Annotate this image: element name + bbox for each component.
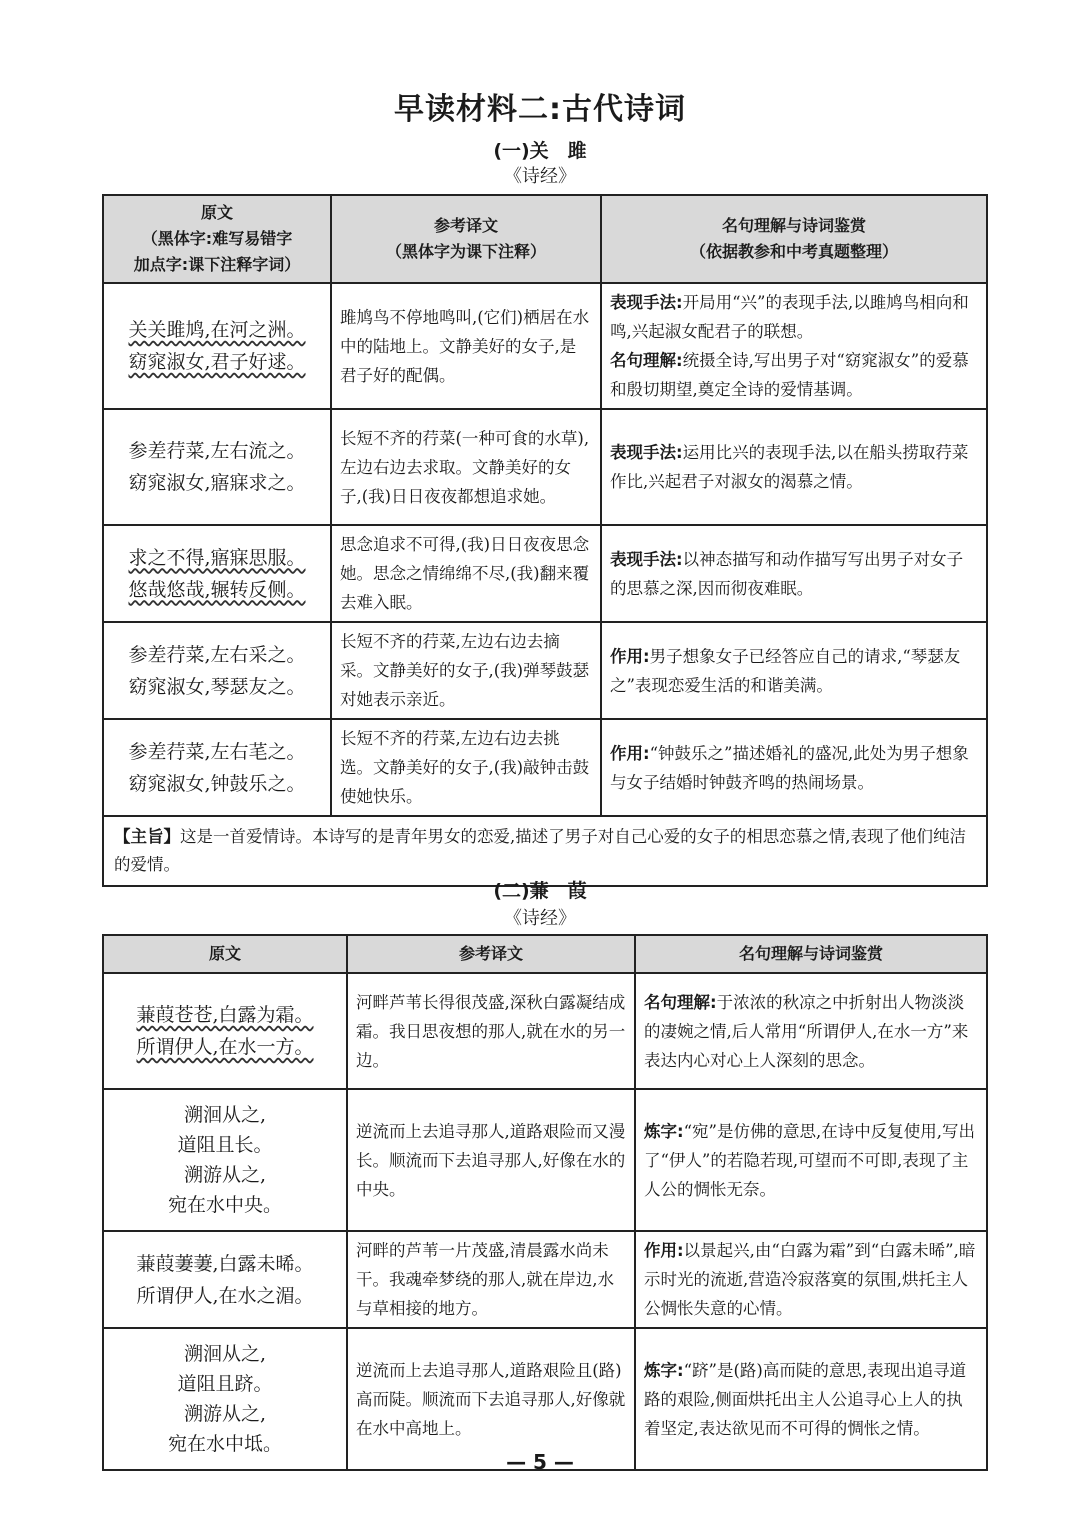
appreciation-item [644,1236,978,1323]
original-cell [103,1089,347,1231]
table-row [103,283,987,409]
appreciation-cell [635,1089,987,1231]
header-note: （黑体字:难写易错字 [141,229,293,248]
table-row [103,1231,987,1328]
header-appreciation [601,195,987,283]
appreciation-label: 作用: [610,743,650,763]
appreciation-text: 开局用“兴”的表现手法,以雎鸠鸟相向和鸣,兴起淑女配君子的联想。 [610,293,969,341]
translation-cell: 长短不齐的荇菜,左边右边去摘采。文静美好的女子,(我)弹琴鼓瑟对她表示亲近。 [331,622,601,719]
header-appreciation: 名句理解与诗词鉴赏 [635,935,987,973]
poem-line: 悠哉悠哉,辗转反侧。 [128,578,306,601]
appreciation-label: 炼字: [644,1360,684,1380]
original-cell [103,719,331,816]
appreciation-item [610,288,978,346]
appreciation-cell [601,719,987,816]
poem-line: 宛在水中坻。 [167,1433,282,1455]
header-original [103,195,331,283]
table-row [103,409,987,525]
poem-line: 所谓伊人,在水之湄。 [136,1284,314,1307]
poem-line: 窈窕淑女,君子好逑。 [128,351,306,373]
poem-line: 参差荇菜,左右芼之。 [128,740,306,763]
appreciation-label: 表现手法: [610,549,683,569]
table-header-row [103,935,987,973]
translation-cell: 长短不齐的荇菜,左边右边去挑选。文静美好的女子,(我)敲钟击鼓使她快乐。 [331,719,601,816]
appreciation-text: 男子想象女子已经答应自己的请求,“琴瑟友之”表现恋爱生活的和谐美满。 [610,646,961,695]
table-row [103,622,987,719]
section2-source: 《诗经》 [504,908,576,929]
poem-line: 参差荇菜,左右流之。 [128,440,306,462]
poem-line: 参差荇菜,左右采之。 [128,643,306,666]
translation-cell: 河畔的芦苇一片茂盛,清晨露水尚未干。我魂牵梦绕的那人,就在岸边,水与草相接的地方。 [347,1231,635,1328]
poem-line: 道阻且长。 [177,1134,273,1156]
appreciation-label: 表现手法: [610,443,683,462]
guanju-table [102,194,988,887]
header-note: （黑体字为课下注释） [385,242,546,261]
appreciation-text: 运用比兴的表现手法,以在船头捞取荇菜作比,兴起君子对淑女的渴慕之情。 [610,443,969,491]
appreciation-text: 于浓浓的秋凉之中折射出人物淡淡的凄婉之情,后人常用“所谓伊人,在水一方”来表达内心对心上人深刻的思念。 [644,992,969,1070]
appreciation-label: 名句理解: [644,992,717,1012]
section1-heading: (一)关 雎 [493,140,587,162]
appreciation-cell [601,283,987,409]
poem-line: 关关雎鸠,在河之洲。 [128,319,306,341]
appreciation-item [644,1356,978,1443]
original-cell [103,622,331,719]
appreciation-text: “钟鼓乐之”描述婚礼的盛况,此处为男子想象与女子结婚时钟鼓齐鸣的热闹场景。 [610,743,969,792]
appreciation-cell [601,622,987,719]
original-cell [103,973,347,1089]
header-note: （依据教参和中考真题整理） [689,242,898,261]
appreciation-item [644,988,978,1075]
header-label: 原文 [200,203,233,222]
poem-line: 求之不得,寤寐思服。 [128,546,306,569]
header-translation [331,195,601,283]
poem-line: 溯游从之, [183,1403,267,1425]
appreciation-text: “宛”是仿佛的意思,在诗中反复使用,写出了“伊人”的若隐若现,可望而不可即,表现了主人公的惆怅无奈。 [644,1121,975,1199]
summary-text: 这是一首爱情诗。本诗写的是青年男女的恋爱,描述了男子对自己心爱的女子的相思恋慕之情,表现了他们纯洁的爱情。 [114,827,966,874]
appreciation-item [610,346,978,404]
original-cell [103,283,331,409]
summary-label: 【主旨】 [114,827,180,846]
poem-line: 溯游从之, [183,1164,267,1186]
table-row [103,719,987,816]
appreciation-cell [635,973,987,1089]
original-cell [103,525,331,622]
appreciation-item [644,1117,978,1204]
translation-cell: 逆流而上去追寻那人,道路艰险且(路)高而陡。顺流而下去追寻那人,好像就在水中高地上。 [347,1328,635,1470]
jianjia-table [102,934,988,1471]
appreciation-cell [635,1231,987,1328]
header-label: 参考译文 [433,216,498,235]
appreciation-label: 作用: [610,646,650,666]
original-cell [103,1231,347,1328]
appreciation-cell [635,1328,987,1470]
appreciation-label: 炼字: [644,1121,684,1141]
poem-line: 溯洄从之, [183,1343,267,1365]
appreciation-text: 以景起兴,由“白露为霜”到“白露未晞”,暗示时光的流逝,营造冷寂落寞的氛围,烘托主人公惆怅失意的心情。 [644,1241,976,1318]
header-translation: 参考译文 [347,935,635,973]
appreciation-item [610,545,978,603]
poem-line: 窈窕淑女,寤寐求之。 [128,472,306,494]
appreciation-text: “跻”是(路)高而陡的意思,表现出追寻道路的艰险,侧面烘托出主人公追寻心上人的执着坚定,表达欲见而不可得的惆怅之情。 [644,1360,967,1438]
appreciation-text: 以神态描写和动作描写写出男子对女子的思慕之深,因而彻夜难眠。 [610,549,964,598]
poem-line: 窈窕淑女,钟鼓乐之。 [128,772,306,795]
table-row [103,1328,987,1470]
header-note: 加点字:课下注释字词） [133,255,301,274]
table-row [103,973,987,1089]
poem-line: 宛在水中央。 [167,1194,282,1216]
poem-line: 道阻且跻。 [177,1373,273,1395]
translation-cell: 思念追求不可得,(我)日日夜夜思念她。思念之情绵绵不尽,(我)翻来覆去难入眠。 [331,525,601,622]
translation-cell: 逆流而上去追寻那人,道路艰险而又漫长。顺流而下去追寻那人,好像在水的中央。 [347,1089,635,1231]
table-row [103,525,987,622]
header-label: 名句理解与诗词鉴赏 [721,216,866,235]
table-header-row [103,195,987,283]
appreciation-label: 作用: [644,1241,684,1260]
translation-cell: 雎鸠鸟不停地鸣叫,(它们)栖居在水中的陆地上。文静美好的女子,是君子好的配偶。 [331,283,601,409]
appreciation-item [610,438,978,496]
translation-cell: 长短不齐的荇菜(一种可食的水草),左边右边去求取。文静美好的女子,(我)日日夜夜都想追求她。 [331,409,601,525]
original-cell [103,409,331,525]
appreciation-label: 表现手法: [610,293,683,312]
poem-line: 所谓伊人,在水一方。 [136,1036,314,1058]
section1-source: 《诗经》 [504,166,576,187]
section2-heading: (二)蒹 葭 [493,880,587,902]
table-row [103,1089,987,1231]
translation-cell: 河畔芦苇长得很茂盛,深秋白露凝结成霜。我日思夜想的那人,就在水的另一边。 [347,973,635,1089]
appreciation-text: 统摄全诗,写出男子对“窈窕淑女”的爱慕和殷切期望,奠定全诗的爱情基调。 [610,351,969,399]
original-cell [103,1328,347,1470]
appreciation-cell [601,525,987,622]
poem-line: 蒹葭萋萋,白露未晞。 [136,1252,314,1275]
appreciation-cell [601,409,987,525]
appreciation-item [610,642,978,700]
poem-line: 蒹葭苍苍,白露为霜。 [136,1004,314,1026]
page-number: — 5 — [506,1450,574,1474]
appreciation-label: 名句理解: [610,351,683,370]
appreciation-item [610,739,978,797]
poem-line: 窈窕淑女,琴瑟友之。 [128,675,306,698]
page-title: 早读材料二:古代诗词 [394,92,686,127]
poem-line: 溯洄从之, [183,1104,267,1126]
header-original: 原文 [103,935,347,973]
